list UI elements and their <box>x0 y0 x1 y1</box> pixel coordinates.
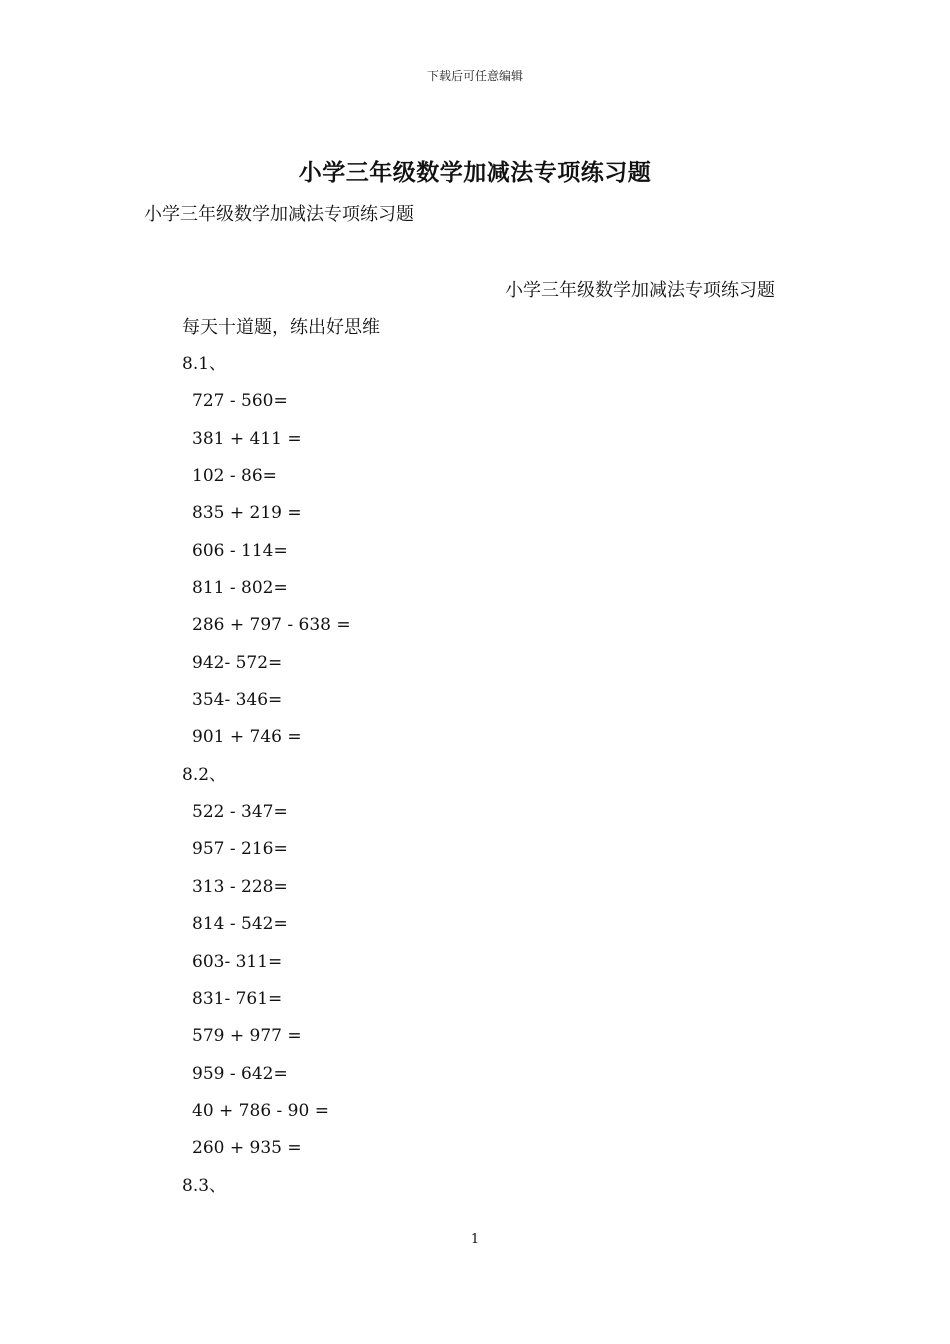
math-problem: 814 - 542= <box>192 914 288 935</box>
intro-text: 每天十道题，练出好思维 <box>182 317 380 338</box>
math-problem: 959 - 642= <box>192 1063 288 1084</box>
math-problem: 811 - 802= <box>192 578 288 599</box>
math-problem: 522 - 347= <box>192 802 288 823</box>
page-title: 小学三年级数学加减法专项练习题 <box>298 159 652 186</box>
section-label: 8.1、 <box>182 354 227 374</box>
math-problem: 606 - 114= <box>192 540 288 561</box>
page-number: 1 <box>470 1232 480 1247</box>
math-problem: 835 + 219 = <box>192 503 302 524</box>
math-problem: 901 + 746 = <box>192 727 302 748</box>
math-problem: 603- 311= <box>192 951 283 972</box>
math-problem: 579 + 977 = <box>192 1026 302 1047</box>
math-problem: 727 - 560= <box>192 391 288 412</box>
math-problem: 40 + 786 - 90 = <box>192 1100 329 1121</box>
math-problem: 102 - 86= <box>192 466 277 487</box>
math-problem: 831- 761= <box>192 988 283 1009</box>
page-header: 下载后可任意编辑 <box>426 69 523 83</box>
math-problem: 260 + 935 = <box>192 1138 302 1159</box>
document-subtitle: 小学三年级数学加减法专项练习题 <box>144 204 414 225</box>
math-problem: 957 - 216= <box>192 839 288 860</box>
math-problem: 313 - 228= <box>192 876 288 897</box>
exercise-list <box>182 351 742 1210</box>
math-problem: 942- 572= <box>192 652 283 673</box>
section-label: 8.2、 <box>182 764 227 785</box>
section-label: 8.3、 <box>182 1175 227 1196</box>
section-heading: 小学三年级数学加减法专项练习题 <box>505 280 775 301</box>
math-problem: 286 + 797 - 638 = <box>192 615 351 636</box>
math-problem: 381 + 411 = <box>192 428 302 449</box>
math-problem: 354- 346= <box>192 690 283 711</box>
